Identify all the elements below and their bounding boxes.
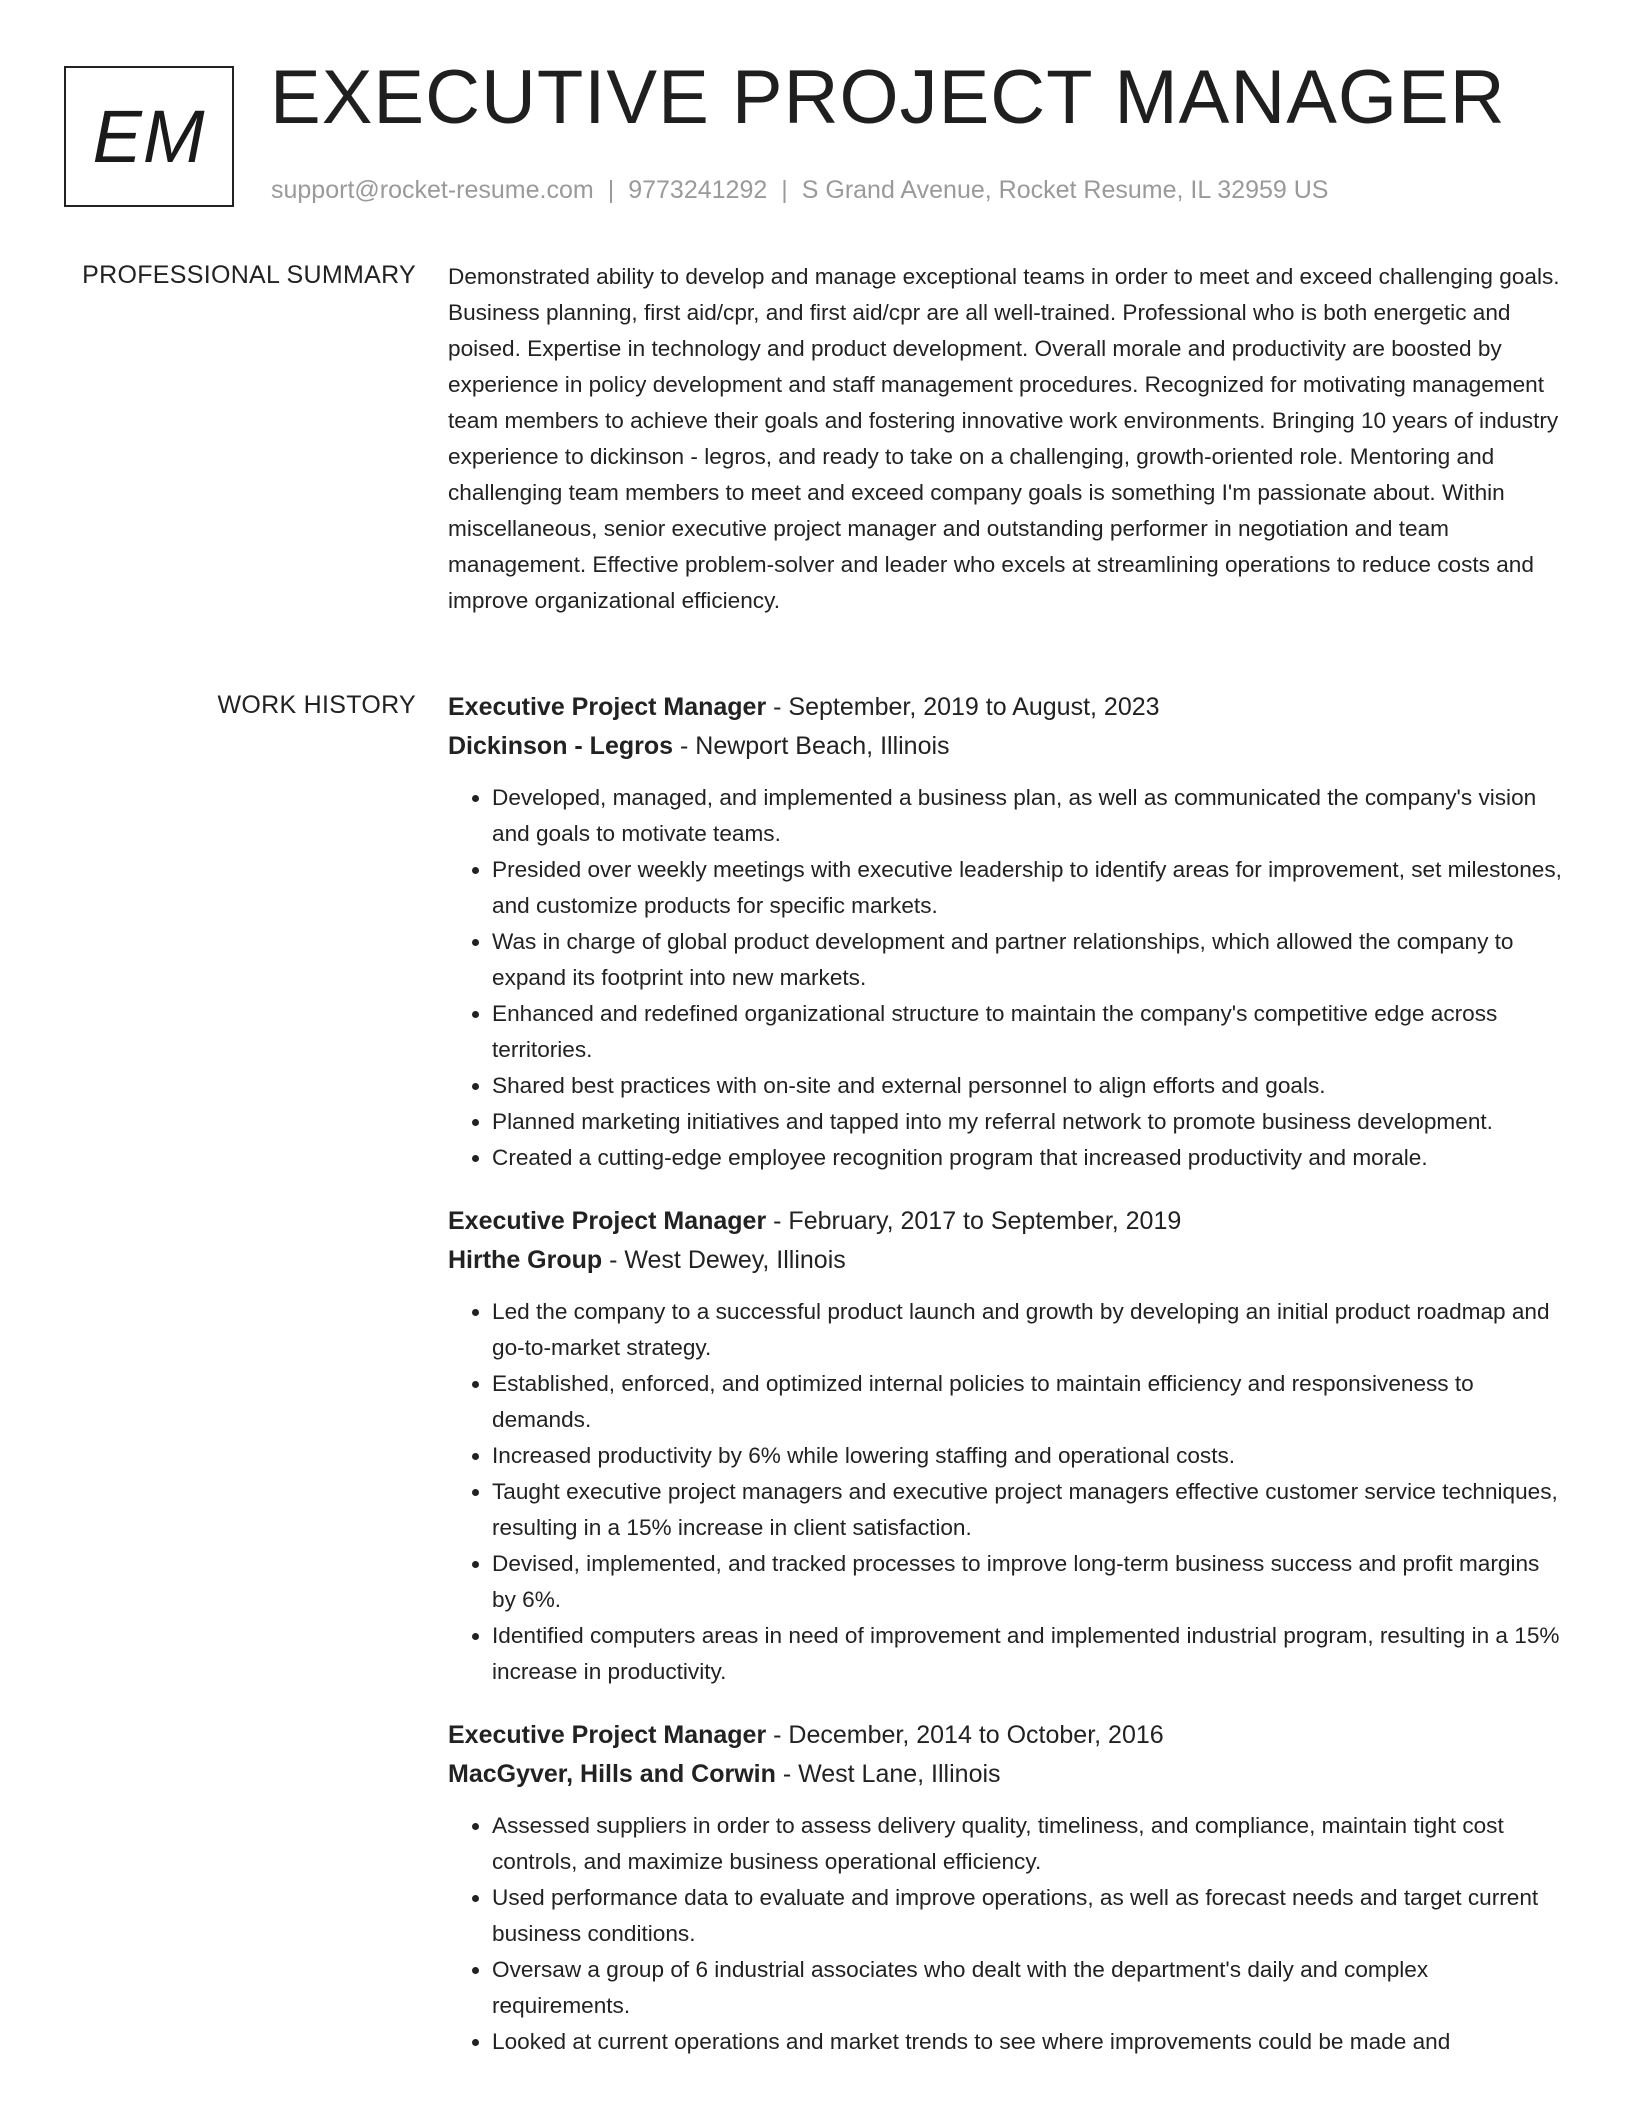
job-title: Executive Project Manager xyxy=(448,1721,767,1749)
job-title-line xyxy=(448,1716,1566,1755)
job-bullet-list xyxy=(448,780,1566,1176)
job-bullet: • Established, enforced, and optimized internal policies to maintain efficiency and responsiveness to demands. xyxy=(492,1366,1566,1438)
summary-body xyxy=(448,259,1566,619)
job-bullet: • Identified computers areas in need of improvement and implemented industrial program, resulting in a 15% increase in productivity. xyxy=(492,1618,1566,1690)
job-entry xyxy=(448,1202,1566,1690)
monogram-initials: EM xyxy=(92,95,206,178)
job-bullet: • Increased productivity by 6% while lowering staffing and operational costs. xyxy=(492,1438,1566,1474)
job-bullet: • Oversaw a group of 6 industrial associates who dealt with the department's daily and complex requirements. xyxy=(492,1952,1566,2024)
contact-separator: | xyxy=(607,176,615,204)
job-bullet: • Developed, managed, and implemented a business plan, as well as communicated the company's vision and goals to motivate teams. xyxy=(492,780,1566,852)
job-title-line xyxy=(448,688,1566,727)
job-entry xyxy=(448,688,1566,1176)
job-location: - West Dewey, Illinois xyxy=(602,1246,846,1274)
contact-phone: 9773241292 xyxy=(628,176,768,204)
job-bullet: • Enhanced and redefined organizational structure to maintain the company's competitive edge across territories. xyxy=(492,996,1566,1068)
job-dates: - December, 2014 to October, 2016 xyxy=(766,1721,1164,1749)
contact-separator: | xyxy=(781,176,788,204)
job-company: Hirthe Group xyxy=(448,1246,603,1274)
job-bullet: • Created a cutting-edge employee recognition program that increased productivity and morale. xyxy=(492,1140,1566,1176)
job-bullet: • Led the company to a successful product launch and growth by developing an initial product roadmap and go-to-market strategy. xyxy=(492,1294,1566,1366)
job-bullet: • Looked at current operations and market trends to see where improvements could be made and xyxy=(492,2024,1566,2060)
job-company: Dickinson - Legros xyxy=(448,732,674,760)
contact-address: S Grand Avenue, Rocket Resume, IL 32959 US xyxy=(801,176,1329,204)
job-bullet: • Was in charge of global product development and partner relationships, which allowed the company to expand its footprint into new markets. xyxy=(492,924,1566,996)
job-location: - Newport Beach, Illinois xyxy=(673,732,950,760)
monogram-box xyxy=(64,66,234,207)
job-company-line xyxy=(448,1241,1566,1280)
job-bullet: • Presided over weekly meetings with executive leadership to identify areas for improvement, set milestones, and customize products for specific markets. xyxy=(492,852,1566,924)
job-company: MacGyver, Hills and Corwin xyxy=(448,1760,776,1788)
job-bullet-list xyxy=(448,1808,1566,2060)
job-title: Executive Project Manager xyxy=(448,1207,767,1235)
job-bullet: • Shared best practices with on-site and external personnel to align efforts and goals. xyxy=(492,1068,1566,1104)
job-location: - West Lane, Illinois xyxy=(775,1760,1001,1788)
resume-title: EXECUTIVE PROJECT MANAGER xyxy=(270,55,1506,140)
job-company-line xyxy=(448,727,1566,766)
work-history-heading: WORK HISTORY xyxy=(217,691,416,719)
summary-text: Demonstrated ability to develop and manage exceptional teams in order to meet and exceed challenging goals. Business planning, first aid/cpr, and first aid/cpr are all well-trained. Professional who is both energetic and poised. Expertise in technology and product development. Overall morale and productivity are boosted by experience in policy development and staff management procedures. Recognized for motivating management team members to achieve their goals and fostering innovative work environments. Bringing 10 years of industry experience to dickinson - legros, and ready to take on a challenging, growth-oriented role. Mentoring and challenging team members to meet and exceed company goals is something I'm passionate about. Within miscellaneous, senior executive project manager and outstanding performer in negotiation and team management. Effective problem-solver and leader who excels at streamlining operations to reduce costs and improve organizational efficiency. xyxy=(448,264,1560,613)
job-bullet-list xyxy=(448,1294,1566,1690)
job-company-line xyxy=(448,1755,1566,1794)
contact-email: support@rocket-resume.com xyxy=(271,176,594,204)
job-title-line xyxy=(448,1202,1566,1241)
job-bullet: • Assessed suppliers in order to assess delivery quality, timeliness, and compliance, maintain tight cost controls, and maximize business operational efficiency. xyxy=(492,1808,1566,1880)
job-dates: - February, 2017 to September, 2019 xyxy=(766,1207,1182,1235)
job-entry xyxy=(448,1716,1566,2060)
job-bullet: • Used performance data to evaluate and improve operations, as well as forecast needs and target current business conditions. xyxy=(492,1880,1566,1952)
job-bullet: • Planned marketing initiatives and tapped into my referral network to promote business development. xyxy=(492,1104,1566,1140)
job-dates: - September, 2019 to August, 2023 xyxy=(766,693,1160,721)
job-bullet: • Devised, implemented, and tracked processes to improve long-term business success and profit margins by 6%. xyxy=(492,1546,1566,1618)
job-bullet: • Taught executive project managers and executive project managers effective customer service techniques, resulting in a 15% increase in client satisfaction. xyxy=(492,1474,1566,1546)
job-title: Executive Project Manager xyxy=(448,693,767,721)
contact-line xyxy=(271,176,1328,205)
summary-heading: PROFESSIONAL SUMMARY xyxy=(82,261,416,289)
work-history-body xyxy=(448,688,1566,2086)
